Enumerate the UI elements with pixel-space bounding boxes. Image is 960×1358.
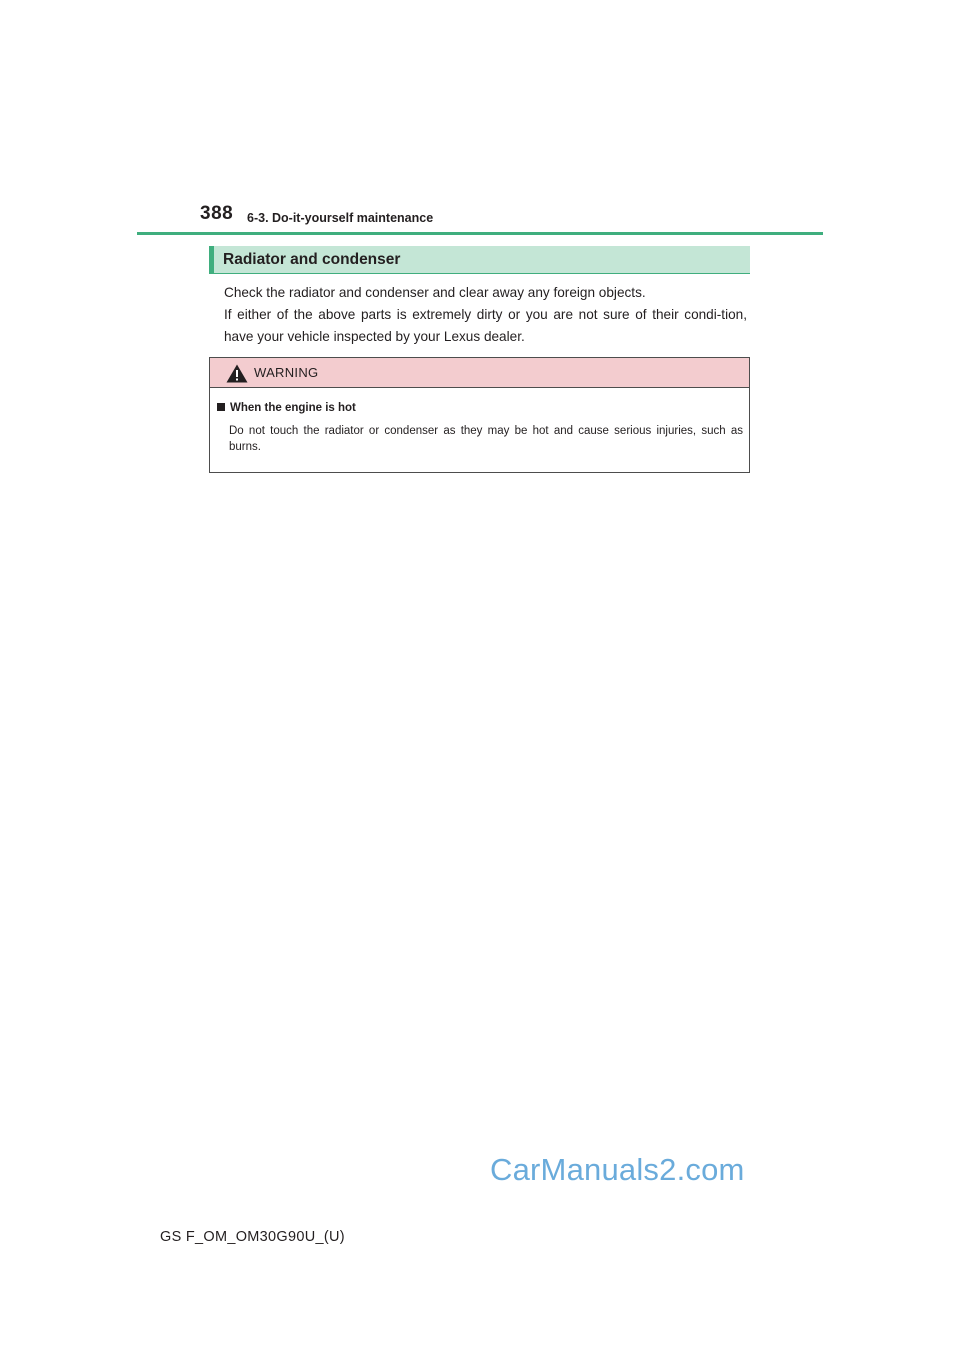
page-number: 388: [200, 203, 234, 224]
watermark-logo: CarManuals2.com: [490, 1152, 745, 1187]
section-heading: Radiator and condenser: [223, 251, 401, 268]
warning-text: Do not touch the radiator or condenser as they may be hot and cause serious injuries, such as burns.: [229, 425, 743, 453]
warning-box: [209, 357, 750, 473]
section-heading-bar: [209, 246, 750, 274]
heading-accent: [209, 246, 214, 273]
body-paragraph-1: Check the radiator and condenser and clear away any foreign objects.: [224, 285, 646, 300]
warning-triangle-icon: [226, 364, 248, 383]
section-title: 6-3. Do-it-yourself maintenance: [247, 211, 434, 225]
square-bullet-icon: [217, 403, 225, 411]
warning-label: WARNING: [254, 365, 319, 380]
warning-subheading: When the engine is hot: [230, 402, 356, 414]
warning-header: [210, 358, 749, 388]
header-rule: [137, 232, 823, 235]
warning-subheading-row: [217, 402, 356, 414]
footer-code: GS F_OM_OM30G90U_(U): [160, 1229, 345, 1245]
body-paragraph-2: If either of the above parts is extremely dirty or you are not sure of their condi-tion, have your vehicle inspected by your Lexus dealer.: [224, 307, 747, 344]
